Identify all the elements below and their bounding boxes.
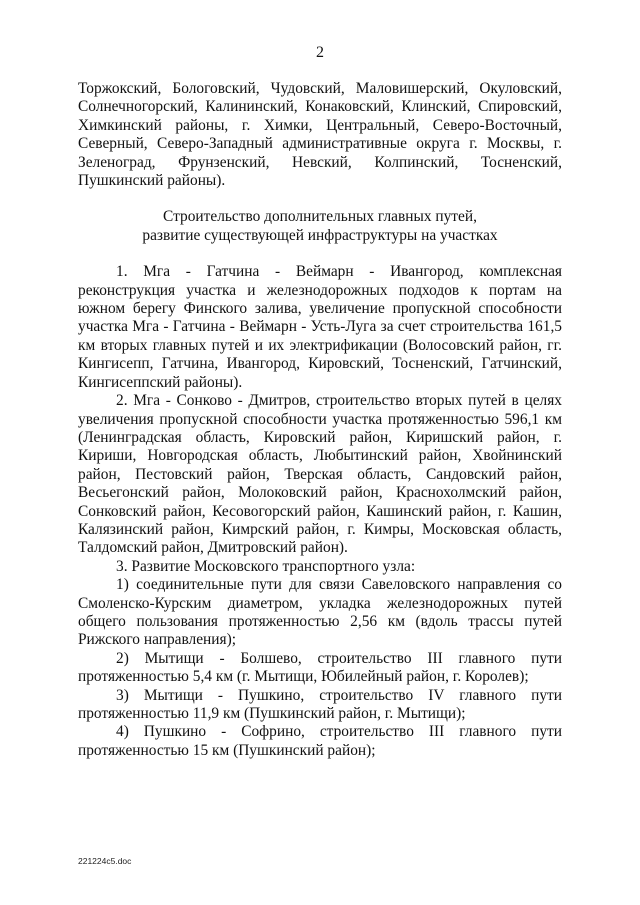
continuation-paragraph: Торжокский, Бологовский, Чудовский, Маловишерский, Окуловский, Солнечногорский, Калининский, Конаковский, Клинский, Спировский, Химкинский районы, г. Химки, Центральный, Северо-Восточный, Северный, Северо-Западный административные округа г. Москвы, г. Зеленоград, Фрунзенский, Невский, Колпинский, Тосненский, Пушкинский районы). [78, 80, 562, 190]
document-body [78, 80, 562, 760]
page-number: 2 [316, 44, 324, 61]
list-item-2: 2. Мга - Сонково - Дмитров, строительство вторых путей в целях увеличения пропускной способности участка протяженностью 596,1 км (Ленинградская область, Кировский район, Киришский район, г. Кириши, Новгородская область, Любытинский район, Хвойнинский район, Пестовский район, Тверская область, Сандовский район, Весьегонский район, Молоковский район, Краснохолмский район, Сонковский район, Кесовогорский район, Кашинский район, г. Кашин, Калязинский район, Кимрский район, г. Кимры, Московская область, Талдомский район, Дмитровский район). [78, 392, 562, 557]
sub-item-1: 1) соединительные пути для связи Савеловского направления со Смоленско-Курским диаметром, укладка железнодорожных путей общего пользования протяженностью 2,56 км (вдоль трассы путей Рижского направления); [78, 576, 562, 649]
section-heading [78, 208, 562, 245]
section-heading-line-2: развитие существующей инфраструктуры на участках [142, 226, 498, 244]
sub-item-4: 4) Пушкино - Софрино, строительство III главного пути протяженностью 15 км (Пушкинский район); [78, 723, 562, 759]
sub-item-2: 2) Мытищи - Болшево, строительство III главного пути протяженностью 5,4 км (г. Мытищи, Юбилейный район, г. Королев); [78, 649, 562, 686]
footer-filename: 221224c5.doc [78, 856, 132, 866]
list-item-1: 1. Мга - Гатчина - Веймарн - Ивангород, комплексная реконструкция участка и железнодорожных подходов к портам на южном берегу Финского залива, увеличение пропускной способности участка Мга - Гатчина - Веймарн - Усть-Луга за счет строительства 161,5 км вторых главных путей и их электрификации (Волосовский район, гг. Кингисепп, Гатчина, Ивангород, Кировский, Тосненский, Гатчинский, Кингисеппский районы). [78, 263, 562, 391]
list-item-3: 3. Развитие Московского транспортного узла: [116, 557, 416, 575]
sub-item-3: 3) Мытищи - Пушкино, строительство IV главного пути протяженностью 11,9 км (Пушкинский район, г. Мытищи); [78, 686, 562, 722]
section-heading-line-1: Строительство дополнительных главных путей, [163, 208, 477, 226]
